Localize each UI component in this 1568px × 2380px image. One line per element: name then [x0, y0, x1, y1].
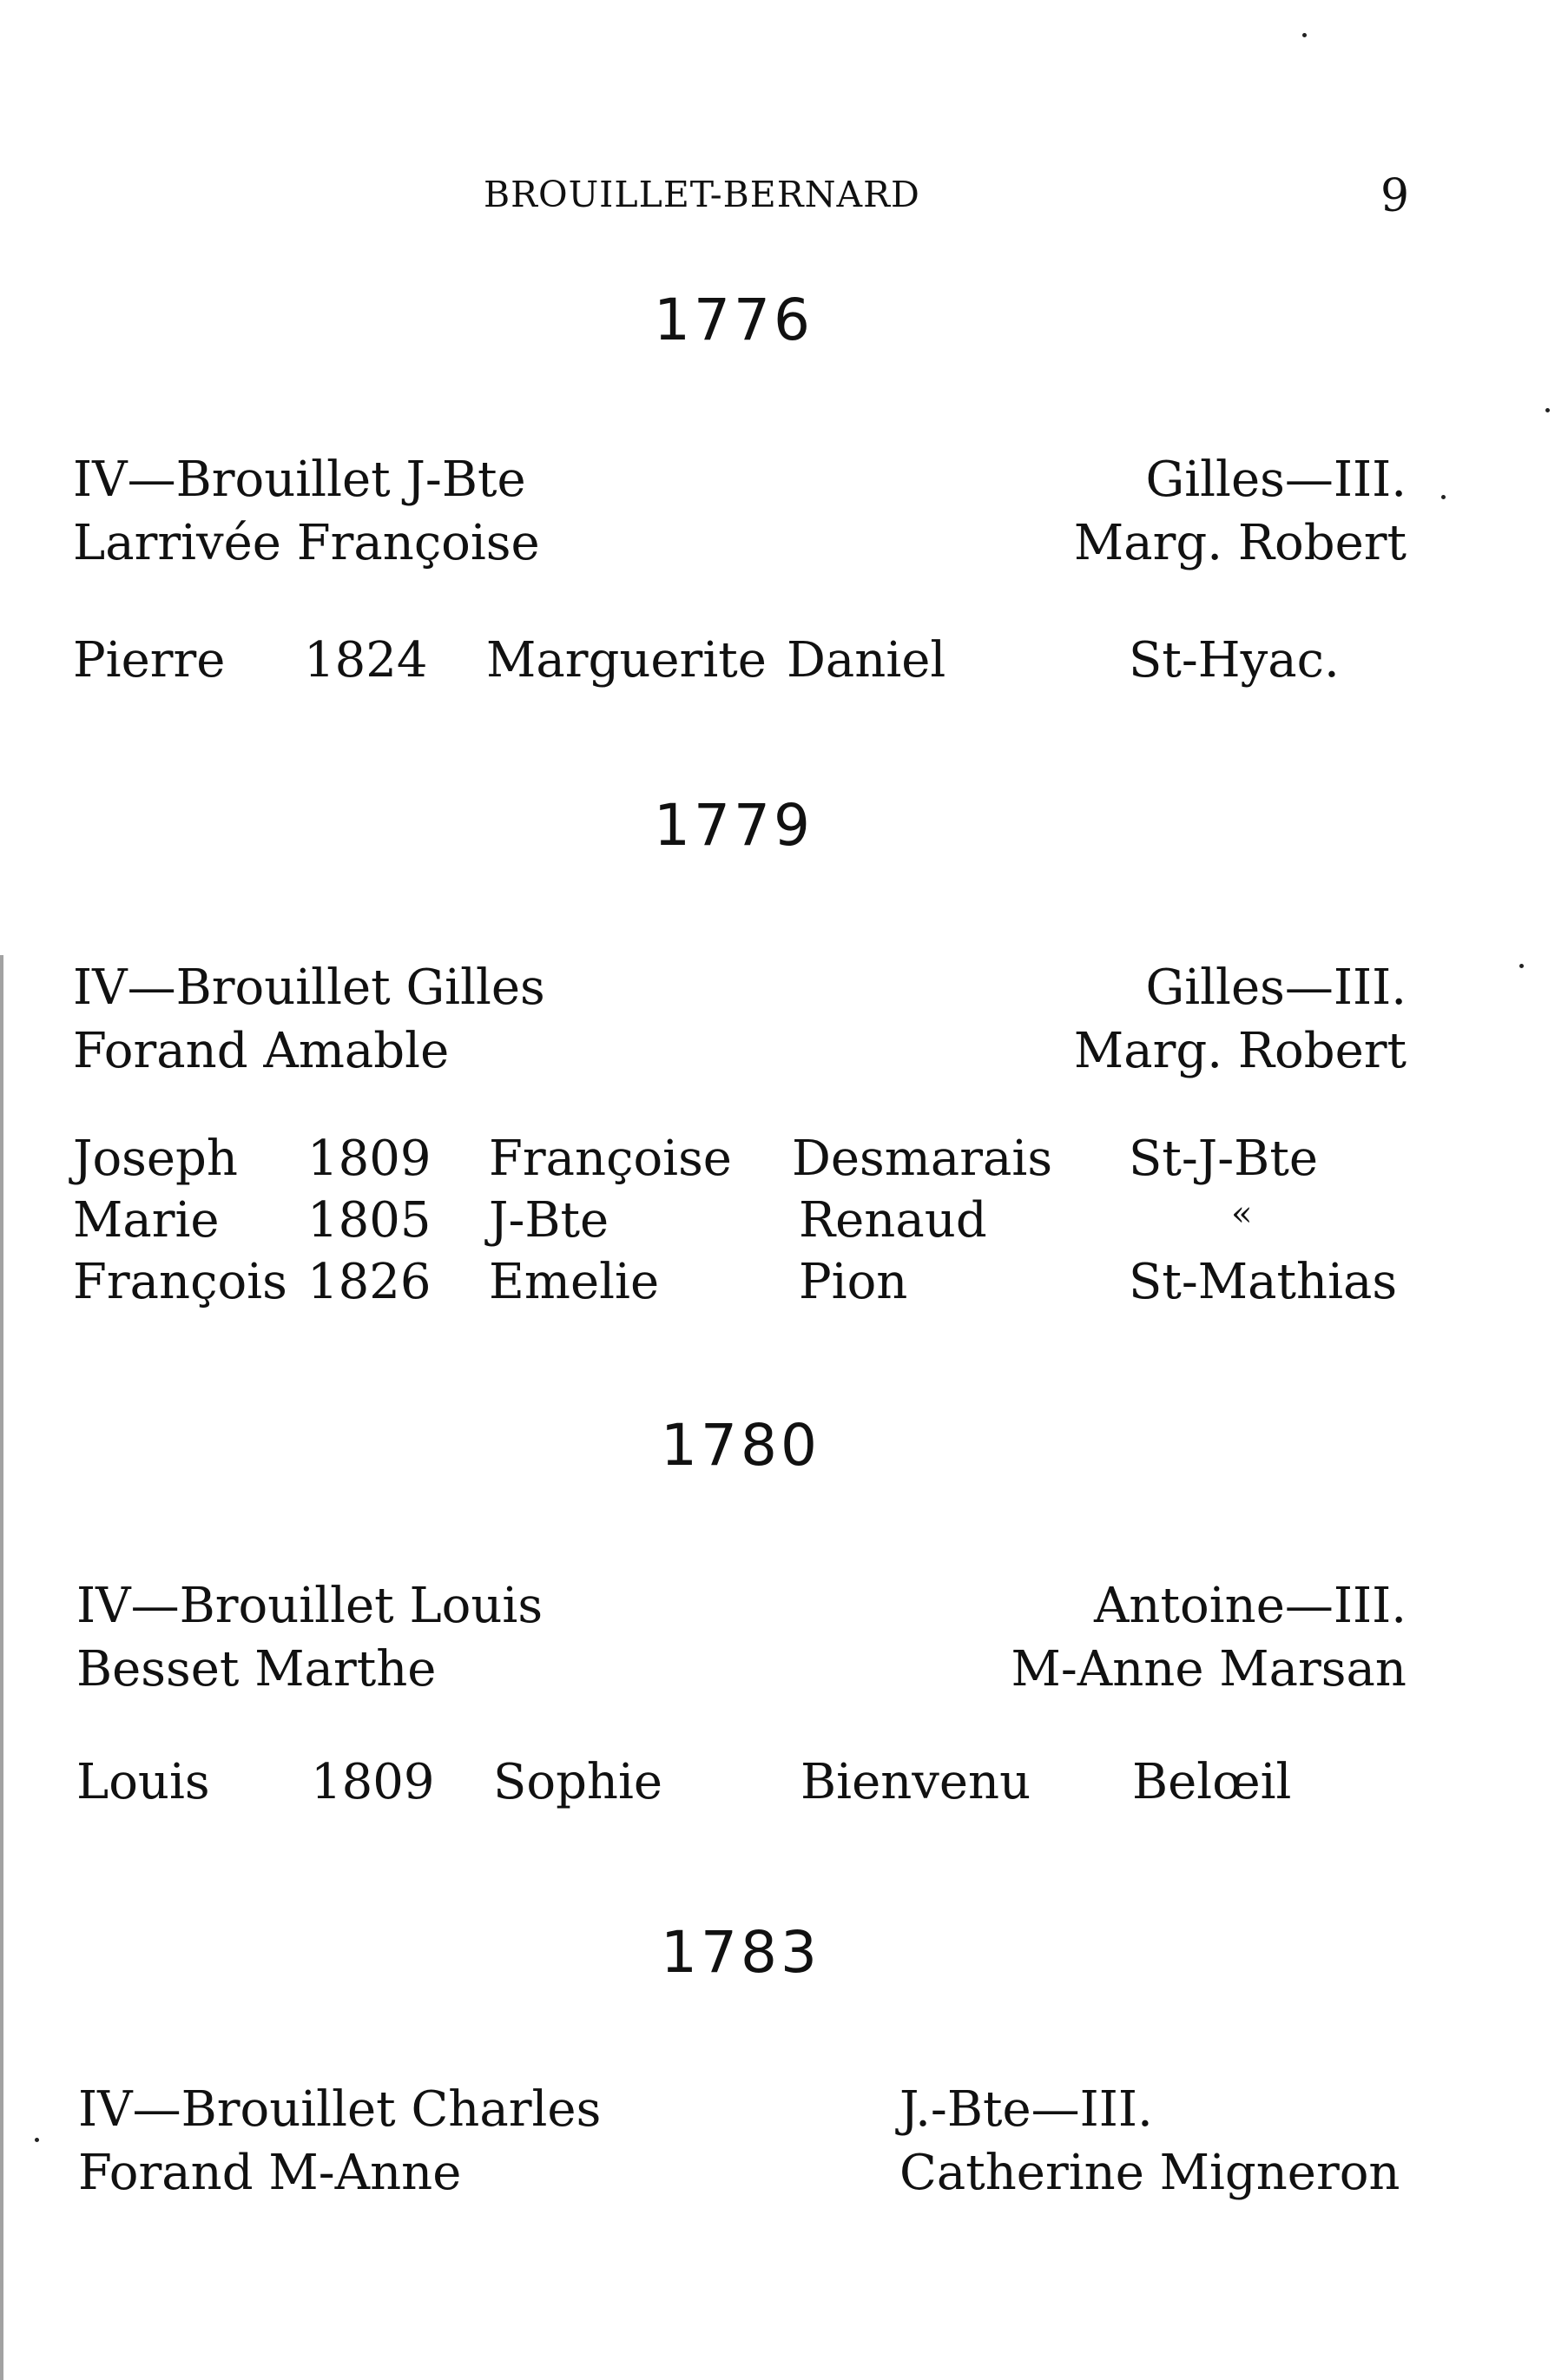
child-spouse-last: Bienvenu	[800, 1754, 1031, 1810]
father-name: Gilles—III.	[1145, 452, 1407, 508]
child-spouse-first: Marguerite	[486, 632, 767, 689]
section-year: 1776	[654, 287, 814, 353]
wife-name: Besset Marthe	[76, 1641, 437, 1698]
child-spouse-last: Desmarais	[792, 1131, 1053, 1187]
child-marriage-year: 1809	[311, 1754, 435, 1810]
child-parish: St-Mathias	[1129, 1254, 1398, 1310]
scan-speck	[1519, 964, 1524, 968]
scan-speck	[1441, 495, 1446, 499]
section-year: 1780	[661, 1412, 820, 1479]
mother-name: Catherine Migneron	[899, 2145, 1400, 2201]
wife-name: Forand M-Anne	[78, 2145, 462, 2201]
section-year: 1779	[654, 792, 814, 859]
father-name: Antoine—III.	[1093, 1578, 1407, 1634]
mother-name: M-Anne Marsan	[1011, 1641, 1407, 1698]
husband-name: IV—Brouillet Gilles	[73, 959, 545, 1016]
scan-speck	[1545, 408, 1550, 412]
child-name: Marie	[73, 1192, 220, 1249]
child-parish: Belœil	[1132, 1754, 1292, 1810]
father-name: Gilles—III.	[1145, 959, 1407, 1016]
section-year: 1783	[661, 1919, 820, 1986]
child-name: François	[73, 1254, 287, 1310]
child-parish: St-Hyac.	[1129, 632, 1340, 689]
child-spouse-first: Emelie	[489, 1254, 660, 1310]
running-title: BROUILLET-BERNARD	[484, 174, 920, 215]
child-spouse-first: J-Bte	[489, 1192, 609, 1249]
child-marriage-year: 1824	[304, 632, 428, 689]
husband-name: IV—Brouillet Louis	[76, 1578, 544, 1634]
page-number: 9	[1380, 170, 1410, 222]
scan-edge	[0, 955, 3, 2380]
child-spouse-first: Sophie	[493, 1754, 663, 1810]
husband-name: IV—Brouillet J-Bte	[73, 452, 526, 508]
child-marriage-year: 1826	[307, 1254, 432, 1310]
child-name: Louis	[76, 1754, 210, 1810]
mother-name: Marg. Robert	[1073, 1023, 1407, 1079]
wife-name: Forand Amable	[73, 1023, 450, 1079]
scan-speck	[1302, 33, 1307, 37]
child-spouse-first: Françoise	[489, 1131, 732, 1187]
child-spouse-last: Daniel	[787, 632, 946, 689]
scan-speck	[35, 2138, 39, 2142]
child-marriage-year: 1809	[307, 1131, 432, 1187]
ditto-mark: «	[1231, 1194, 1253, 1234]
child-marriage-year: 1805	[307, 1192, 432, 1249]
mother-name: Marg. Robert	[1073, 515, 1407, 571]
husband-name: IV—Brouillet Charles	[78, 2081, 602, 2138]
child-parish: St-J-Bte	[1129, 1131, 1318, 1187]
wife-name: Larrivée Françoise	[73, 515, 540, 571]
child-spouse-last: Pion	[799, 1254, 908, 1310]
child-spouse-last: Renaud	[799, 1192, 987, 1249]
child-name: Joseph	[73, 1131, 238, 1187]
father-name: J.-Bte—III.	[899, 2081, 1153, 2138]
child-name: Pierre	[73, 632, 226, 689]
